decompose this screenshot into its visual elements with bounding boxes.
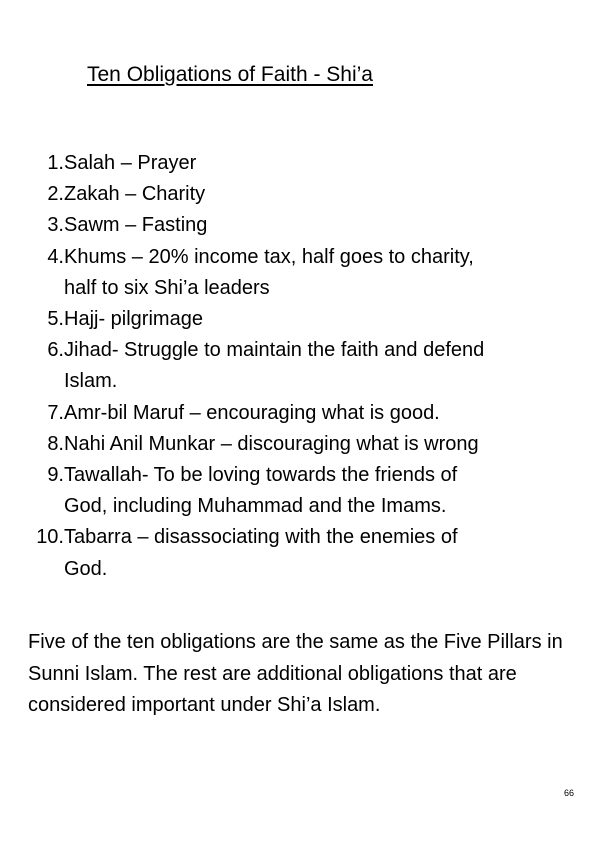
list-item (28, 398, 588, 429)
list-item (28, 148, 588, 179)
list-item-text: Tawallah- To be loving towards the friends of God, including Muhammad and the Imams. (64, 464, 458, 518)
list-item-number: 1. (47, 152, 64, 174)
summary-paragraph: Five of the ten obligations are the same as the Five Pillars in Sunni Islam. The rest are additional obligations that are considered important under Shi’a Islam. (28, 631, 563, 716)
list-item-text: Hajj- pilgrimage (64, 308, 203, 331)
list-item (28, 429, 588, 460)
list-item (28, 522, 588, 584)
list-item-number: 6. (47, 339, 64, 362)
list-item (28, 460, 588, 522)
list-item-text: Khums – 20% income tax, half goes to charity, half to six Shi’a leaders (64, 245, 474, 299)
list-item-text: Tabarra – disassociating with the enemies of God. (64, 526, 458, 580)
list-item-number: 7. (47, 401, 64, 424)
page-title: Ten Obligations of Faith - Shi’a (87, 63, 373, 86)
list-item-number: 5. (47, 308, 64, 331)
list-item (28, 210, 588, 241)
list-item-text: Sawm – Fasting (64, 214, 208, 237)
list-item-number: 3. (47, 214, 64, 237)
list-item-text: Amr-bil Maruf – encouraging what is good. (64, 401, 440, 424)
list-item-text: Salah – Prayer (64, 152, 197, 174)
page-number: 66 (564, 788, 575, 798)
list-item-text: Zakah – Charity (64, 183, 206, 206)
obligations-list (28, 148, 588, 585)
list-item-number: 2. (47, 183, 64, 206)
list-item (28, 179, 588, 210)
list-item-text: Nahi Anil Munkar – discouraging what is wrong (64, 432, 479, 455)
list-item-text: Jihad- Struggle to maintain the faith and defend Islam. (64, 339, 485, 393)
list-item-number: 4. (47, 245, 64, 268)
list-item-number: 8. (47, 432, 64, 455)
list-item (28, 335, 588, 397)
list-item-number: 9. (47, 464, 64, 487)
list-item (28, 242, 588, 304)
list-item-number: 10. (36, 526, 64, 549)
list-item (28, 304, 588, 335)
